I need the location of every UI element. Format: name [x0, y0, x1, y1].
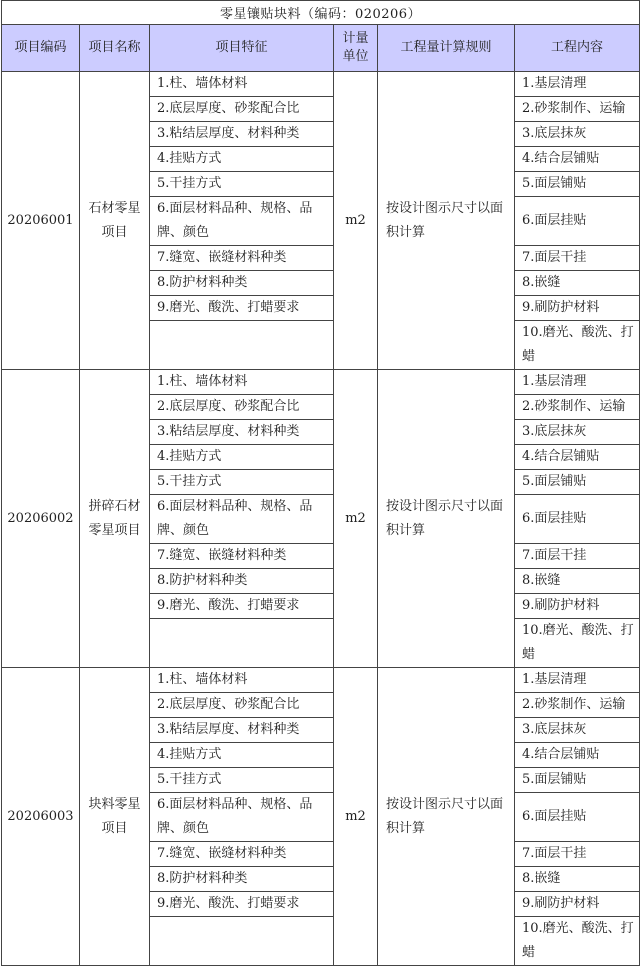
feature-cell: 3.粘结层厚度、材料种类 [150, 420, 334, 445]
feature-cell: 9.磨光、酸洗、打蜡要求 [150, 892, 334, 917]
feature-cell: 4.挂贴方式 [150, 147, 334, 172]
content-cell: 4.结合层铺贴 [515, 147, 640, 172]
content-cell: 7.面层干挂 [515, 842, 640, 867]
content-cell: 9.刷防护材料 [515, 296, 640, 321]
table-title: 零星镶贴块料（编码：020206） [2, 1, 640, 25]
feature-cell: 1.柱、墙体材料 [150, 72, 334, 97]
header-code: 项目编码 [2, 25, 80, 72]
feature-cell: 5.干挂方式 [150, 470, 334, 495]
item-code: 20206003 [2, 668, 80, 966]
content-cell: 2.砂浆制作、运输 [515, 97, 640, 122]
feature-cell-empty [150, 321, 334, 370]
feature-cell: 3.粘结层厚度、材料种类 [150, 718, 334, 743]
content-cell: 1.基层清理 [515, 668, 640, 693]
content-cell: 5.面层铺贴 [515, 172, 640, 197]
header-name: 项目名称 [80, 25, 150, 72]
content-cell: 10.磨光、酸洗、打蜡 [515, 917, 640, 966]
feature-cell: 1.柱、墙体材料 [150, 370, 334, 395]
content-cell: 6.面层挂贴 [515, 495, 640, 544]
content-cell: 3.底层抹灰 [515, 122, 640, 147]
content-cell: 4.结合层铺贴 [515, 445, 640, 470]
feature-cell: 8.防护材料种类 [150, 867, 334, 892]
content-cell: 1.基层清理 [515, 370, 640, 395]
content-cell: 1.基层清理 [515, 72, 640, 97]
item-name: 块料零星项目 [80, 668, 150, 966]
content-cell: 8.嵌缝 [515, 867, 640, 892]
table-row [2, 668, 640, 693]
content-cell: 9.刷防护材料 [515, 594, 640, 619]
feature-cell: 6.面层材料品种、规格、品牌、颜色 [150, 495, 334, 544]
content-cell: 7.面层干挂 [515, 246, 640, 271]
quota-table [1, 0, 640, 966]
item-unit: m2 [334, 370, 378, 668]
feature-cell: 3.粘结层厚度、材料种类 [150, 122, 334, 147]
item-unit: m2 [334, 72, 378, 370]
feature-cell: 7.缝宽、嵌缝材料种类 [150, 544, 334, 569]
table-row [2, 72, 640, 97]
content-cell: 6.面层挂贴 [515, 793, 640, 842]
content-cell: 5.面层铺贴 [515, 470, 640, 495]
feature-cell: 2.底层厚度、砂浆配合比 [150, 395, 334, 420]
feature-cell: 4.挂贴方式 [150, 445, 334, 470]
item-unit: m2 [334, 668, 378, 966]
feature-cell: 4.挂贴方式 [150, 743, 334, 768]
item-name: 拼碎石材零星项目 [80, 370, 150, 668]
content-cell: 3.底层抹灰 [515, 718, 640, 743]
content-cell: 4.结合层铺贴 [515, 743, 640, 768]
feature-cell-empty [150, 917, 334, 966]
feature-cell: 7.缝宽、嵌缝材料种类 [150, 842, 334, 867]
header-row [2, 25, 640, 72]
feature-cell: 9.磨光、酸洗、打蜡要求 [150, 296, 334, 321]
feature-cell: 5.干挂方式 [150, 172, 334, 197]
header-features: 项目特征 [150, 25, 334, 72]
content-cell: 7.面层干挂 [515, 544, 640, 569]
feature-cell: 6.面层材料品种、规格、品牌、颜色 [150, 793, 334, 842]
feature-cell: 8.防护材料种类 [150, 569, 334, 594]
content-cell: 2.砂浆制作、运输 [515, 395, 640, 420]
header-content: 工程内容 [515, 25, 640, 72]
content-cell: 3.底层抹灰 [515, 420, 640, 445]
feature-cell: 5.干挂方式 [150, 768, 334, 793]
content-cell: 9.刷防护材料 [515, 892, 640, 917]
feature-cell: 1.柱、墙体材料 [150, 668, 334, 693]
content-cell: 8.嵌缝 [515, 569, 640, 594]
item-rule: 按设计图示尺寸以面积计算 [378, 72, 515, 370]
content-cell: 10.磨光、酸洗、打蜡 [515, 619, 640, 668]
header-rule: 工程量计算规则 [378, 25, 515, 72]
item-name: 石材零星项目 [80, 72, 150, 370]
feature-cell: 2.底层厚度、砂浆配合比 [150, 97, 334, 122]
content-cell: 6.面层挂贴 [515, 197, 640, 246]
feature-cell: 8.防护材料种类 [150, 271, 334, 296]
item-rule: 按设计图示尺寸以面积计算 [378, 370, 515, 668]
feature-cell-empty [150, 619, 334, 668]
content-cell: 2.砂浆制作、运输 [515, 693, 640, 718]
feature-cell: 6.面层材料品种、规格、品牌、颜色 [150, 197, 334, 246]
item-rule: 按设计图示尺寸以面积计算 [378, 668, 515, 966]
feature-cell: 2.底层厚度、砂浆配合比 [150, 693, 334, 718]
content-cell: 10.磨光、酸洗、打蜡 [515, 321, 640, 370]
table-row [2, 370, 640, 395]
item-code: 20206002 [2, 370, 80, 668]
content-cell: 8.嵌缝 [515, 271, 640, 296]
content-cell: 5.面层铺贴 [515, 768, 640, 793]
header-unit: 计量单位 [334, 25, 378, 72]
item-code: 20206001 [2, 72, 80, 370]
feature-cell: 9.磨光、酸洗、打蜡要求 [150, 594, 334, 619]
feature-cell: 7.缝宽、嵌缝材料种类 [150, 246, 334, 271]
